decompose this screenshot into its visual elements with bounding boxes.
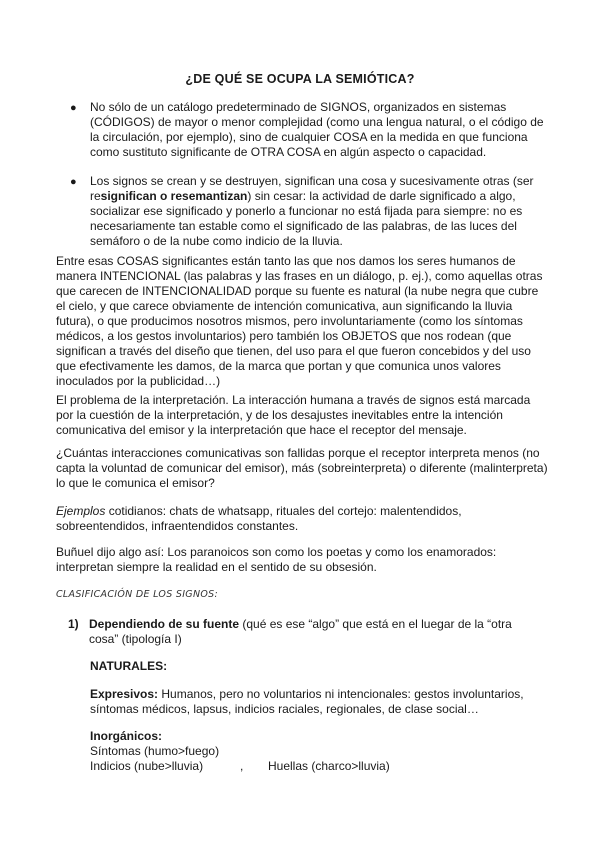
classification-item-1 [68, 617, 538, 647]
bullet-item [66, 174, 546, 249]
item-rest: (qué es ese “algo” que está en el luegar de la “otra cosa” (tipología I) [89, 617, 512, 646]
classification-heading: CLASIFICACIÓN DE LOS SIGNOS: [56, 589, 218, 600]
sintomas-line: Síntomas (humo>fuego) [90, 744, 220, 758]
ejemplos-italic: Ejemplos [56, 504, 106, 518]
paragraph-interacciones-fallidas: ¿Cuántas interacciones comunicativas son fallidas porque el receptor interpreta menos (no capta la voluntad de comunicar del emisor), más (sobreinterpreta) o diferente (malinterpreta) lo que le comunica el emisor? [56, 446, 548, 490]
bullet-text-after: ) sin cesar: la actividad de darle significado a algo, socializar ese significado y ponerlo a funcionar no está fijada para siempre: no es necesariamente tan estable como el significado de las palabras, de las luces del semáforo o de la nube como indicio de la lluvia. [90, 189, 523, 248]
page-title: ¿DE QUÉ SE OCUPA LA SEMIÓTICA? [185, 72, 415, 86]
huellas-text: Huellas (charco>lluvia) [268, 759, 390, 773]
comma-separator: , [240, 759, 244, 773]
paragraph-ejemplos [56, 504, 548, 534]
item-number: 1) [68, 617, 79, 631]
bullet-dot-icon: ● [70, 102, 77, 114]
expresivos-text: Humanos, pero no voluntarios ni intencionales: gestos involuntarios, síntomas médicos, lapsus, indicios raciales, regionales, de clase social… [90, 687, 524, 716]
inorganicos-block [90, 729, 540, 774]
bullet-text-bold: significan o resemantizan [100, 189, 248, 203]
indicios-huellas-line [90, 759, 540, 774]
bullet-item [66, 100, 546, 160]
bullet-text-before: Los signos se crean y se destruyen, significan una cosa y sucesivamente otras (ser re [90, 174, 534, 203]
paragraph-cosas-significantes: Entre esas COSAS significantes están tanto las que nos damos los seres humanos de manera INTENCIONAL (las palabras y las frases en un diálogo, p. ej.), como aquellas otras que carecen de INTENCIONALIDAD porque su fuente es natural (la nube negra que cubre el cielo, y que carece obviamente de intención comunicativa, aun significando la lluvia futura), o que producimos nosotros mismos, pero involuntariamente (como los síntomas médicos, a los gestos involuntarios) pero también los OBJETOS que nos rodean (que significan a través del diseño que tienen, del uso para el que fueron concebidos y del uso que efectivamente les damos, de la marca que portan y que comunica unos valores inoculados por la publicidad…) [56, 254, 543, 388]
paragraph-bunuel: Buñuel dijo algo así: Los paranoicos son como los poetas y como los enamorados: interpretan siempre la realidad en el sentido de su obsesión. [56, 545, 497, 574]
indicios-text: Indicios (nube>lluvia) [90, 759, 204, 773]
ejemplos-rest: cotidianos: chats de whatsapp, rituales del cortejo: malentendidos, sobreentendidos, infraentendidos constantes. [56, 504, 462, 533]
item-bold: Dependiendo de su fuente [89, 617, 240, 631]
expresivos-label: Expresivos: [90, 687, 159, 701]
bullet-text: No sólo de un catálogo predeterminado de SIGNOS, organizados en sistemas (CÓDIGOS) de mayor o menor complejidad (como una lengua natural, o el código de la circulación, por ejemplo), sino de cualquier COSA en la medida en que funciona como sustituto significante de OTRA COSA en algún aspecto o capacidad. [90, 100, 544, 159]
inorganicos-label: Inorgánicos: [90, 729, 163, 743]
expresivos-block [90, 687, 540, 717]
paragraph-interpretacion: El problema de la interpretación. La interacción humana a través de signos está marcada por la cuestión de la interpretación, y de los desajustes inevitables entre la intención comunicativa del emisor y la interpretación que hace el receptor del mensaje. [56, 393, 531, 437]
naturales-heading: NATURALES: [90, 659, 168, 673]
bullet-dot-icon: ● [70, 176, 77, 188]
bullet-list [66, 100, 546, 263]
